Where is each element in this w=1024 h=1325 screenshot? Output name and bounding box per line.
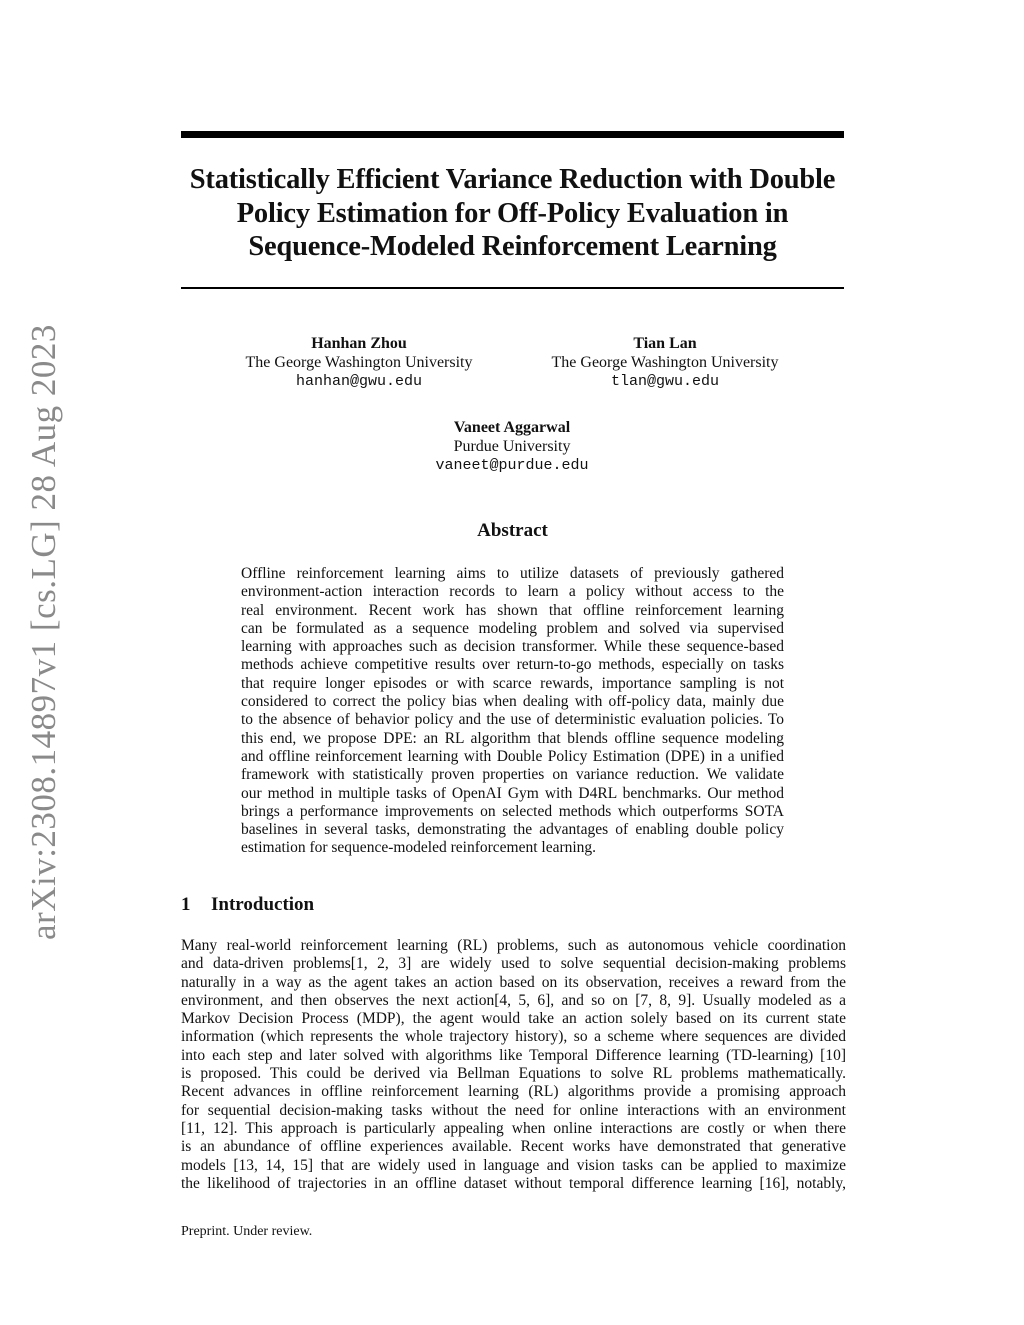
intro-line: is an abundance of offline experiences available. Recent works have demonstrated that generative: [181, 1138, 846, 1156]
section-heading: [181, 894, 314, 916]
author-email[interactable]: hanhan@gwu.edu: [295, 373, 423, 390]
author-name: Hanhan Zhou: [311, 335, 407, 352]
intro-line: into each step and later solved with algorithms like Temporal Difference learning (TD-learning) [10]: [181, 1046, 846, 1064]
abstract-line: that require longer episodes or with scarce rewards, importance sampling is not: [241, 674, 784, 692]
intro-line: [11, 12]. This approach is particularly appealing when online interactions are costly or when there: [181, 1119, 846, 1137]
intro-line: environment, and then observes the next action[4, 5, 6], and so on [7, 8, 9]. Usually modeled as a: [181, 991, 846, 1009]
abstract-line: environment-action interaction records to learn a policy without access to the: [241, 583, 784, 601]
abstract-line: and offline reinforcement learning with Double Policy Estimation (DPE) in a unified: [241, 747, 784, 765]
abstract-line: real environment. Recent work has shown that offline reinforcement learning: [241, 601, 784, 619]
intro-line: and data-driven problems[1, 2, 3] are widely used to solve sequential decision-making problems: [181, 955, 846, 973]
intro-line: the likelihood of trajectories in an offline dataset without temporal difference learning [16], notably,: [181, 1174, 846, 1192]
abstract-line: brings a performance improvements on selected methods which outperforms SOTA: [241, 802, 784, 820]
abstract-line: this end, we propose DPE: an RL algorithm that blends offline sequence modeling: [241, 729, 784, 747]
abstract-line: methods achieve competitive results over return-to-go methods, especially on tasks: [241, 656, 784, 674]
author-block: [209, 334, 509, 391]
abstract-line: considered to correct the policy bias when dealing with off-policy data, mainly due: [241, 693, 784, 711]
arxiv-stamp: arXiv:2308.14897v1 [cs.LG] 28 Aug 2023: [24, 324, 63, 940]
author-name: Vaneet Aggarwal: [453, 419, 571, 436]
paper-title: [170, 163, 855, 264]
abstract-line: framework with statistically proven properties on variance reduction. We validate: [241, 766, 784, 784]
intro-line: for sequential decision-making tasks without the need for online interactions with an environment: [181, 1101, 846, 1119]
abstract-line: to the absence of behavior policy and the use of deterministic evaluation policies. To: [241, 711, 784, 729]
author-email[interactable]: vaneet@purdue.edu: [435, 457, 589, 474]
intro-line: Recent advances in offline reinforcement learning (RL) algorithms provide a promising approach: [181, 1083, 846, 1101]
author-email[interactable]: tlan@gwu.edu: [610, 373, 720, 390]
abstract-line: our method in multiple tasks of OpenAI Gym with D4RL benchmarks. Our method: [241, 784, 784, 802]
author-affiliation: Purdue University: [453, 438, 571, 455]
abstract-line: Offline reinforcement learning aims to utilize datasets of previously gathered: [241, 565, 784, 582]
abstract-line: baselines in several tasks, demonstrating the advantages of enabling double policy: [241, 821, 784, 839]
author-affiliation: The George Washington University: [551, 354, 779, 371]
author-name: Tian Lan: [633, 335, 697, 352]
author-affiliation: The George Washington University: [245, 354, 473, 371]
abstract-line: can be formulated as a sequence modeling problem and solved via supervised: [241, 619, 784, 637]
introduction-body: [181, 937, 846, 1193]
author-block: [515, 334, 815, 391]
section-title: Introduction: [211, 894, 315, 915]
intro-line: is proposed. This could be derived via Bellman Equations to solve RL problems mathematically.: [181, 1065, 846, 1083]
title-top-rule: [181, 131, 844, 138]
intro-line: models [13, 14, 15] that are widely used in language and vision tasks can be applied to maximize: [181, 1156, 846, 1174]
title-line: Statistically Efficient Variance Reduction with Double: [189, 164, 836, 195]
abstract-line: estimation for sequence-modeled reinforcement learning.: [241, 839, 597, 857]
abstract-body: [241, 565, 784, 858]
abstract-line: learning with approaches such as decision transformer. While these sequence-based: [241, 638, 784, 656]
page-footer: Preprint. Under review.: [181, 1224, 313, 1239]
intro-line: Many real-world reinforcement learning (RL) problems, such as autonomous vehicle coordination: [181, 937, 846, 954]
author-block: [362, 418, 662, 475]
title-bottom-rule: [181, 287, 844, 289]
intro-line: Markov Decision Process (MDP), the agent would take an action solely based on its current state: [181, 1010, 846, 1028]
title-line: Policy Estimation for Off-Policy Evaluation in: [236, 197, 789, 229]
section-number: 1: [181, 894, 191, 915]
intro-line: naturally in a way as the agent takes an action based on its observation, receives a reward from the: [181, 973, 846, 991]
title-line: Sequence-Modeled Reinforcement Learning: [248, 231, 777, 262]
abstract-heading: Abstract: [477, 520, 548, 541]
intro-line: information (which represents the whole trajectory history), so a scheme where sequences are divided: [181, 1028, 846, 1046]
